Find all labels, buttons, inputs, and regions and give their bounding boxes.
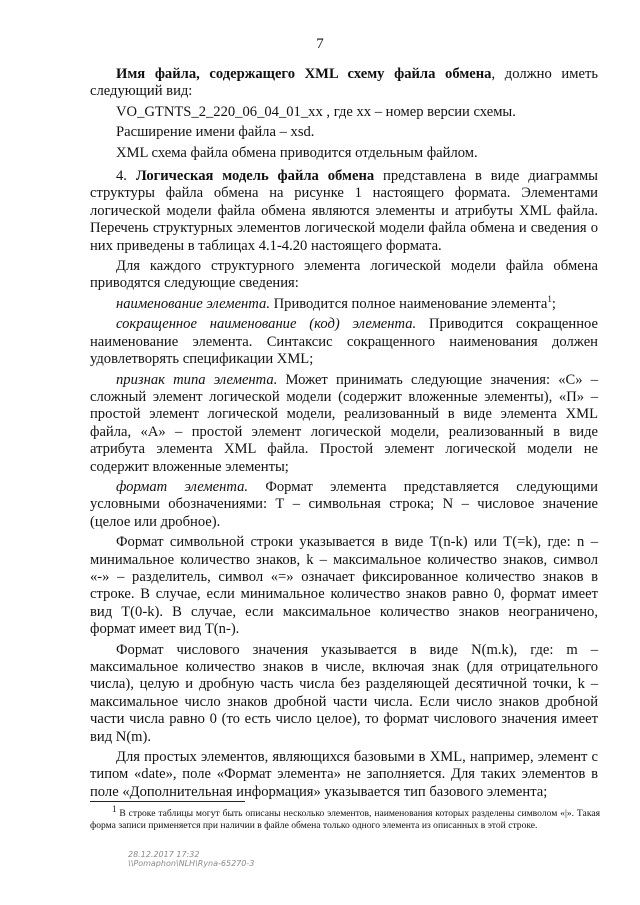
paragraph-xml-schema-filename — [90, 66, 598, 101]
paragraph-element-format — [90, 479, 598, 531]
paragraph-text: , должно иметь следующий вид: — [90, 66, 598, 100]
paragraph-text: Приводится полное наименование элемента — [269, 295, 548, 312]
print-stamp-path: \\Pomaphon\NLH\Ryna-65270-3 — [128, 859, 255, 868]
paragraph-text-tail: ; — [551, 295, 556, 312]
paragraph-logical-model — [90, 168, 598, 255]
paragraph-file-extension: Расширение имени файла – xsd. — [116, 124, 315, 141]
paragraph-element-type — [90, 372, 598, 476]
paragraph-element-name — [90, 296, 598, 313]
paragraph-element-code — [90, 316, 598, 368]
paragraph-element-info-intro: Для каждого структурного элемента логической модели файла обмена приводятся следующие сведения: — [90, 258, 598, 292]
italic-term: сокращенное наименование (код) элемента. — [116, 316, 417, 333]
footnote-marker: 1 — [112, 803, 117, 814]
paragraph-text: Может принимать следующие значения: «С» – сложный элемент логической модели (содержит вложенные элементы), «П» – простой элемент логической модели, реализованный в виде элемента XML файла, «А» – простой элемент логической модели, реализованный в виде атрибута элемента XML файла. Простой элемент логической модели не содержит вложенные элементы; — [90, 371, 598, 475]
page-number: 7 — [316, 36, 324, 52]
paragraph-text: представлена в виде диаграммы структуры файла обмена на рисунке 1 настоящего формата. Элементами логической модели файла обмена являются элементы и атрибуты XML файла. Перечень структурных элементов логической модели файла обмена и сведения о них приведены в таблицах 4.1-4.20 настоящего формата. — [90, 168, 598, 254]
item-number: 4. — [116, 168, 136, 185]
footnote — [90, 803, 600, 833]
italic-term: наименование элемента. — [116, 295, 270, 312]
paragraph-schema-separate: XML схема файла обмена приводится отдельным файлом. — [116, 144, 478, 161]
footnote-text: В строке таблицы могут быть описаны несколько элементов, наименования которых разделены символом «|». Такая форма записи применяется при наличии в файле обмена только одного элемента из описанных в этой строке. — [90, 808, 600, 832]
document-body — [90, 66, 598, 804]
bold-term: Логическая модель файла обмена — [135, 168, 375, 185]
print-stamp — [128, 850, 254, 868]
paragraph-base-elements: Для простых элементов, являющихся базовыми в XML, например, элемент с типом «date», поле «Формат элемента» не заполняется. Для таких элементов в поле «Дополнительная информация» указывается тип базового элемента; — [90, 749, 598, 800]
footnote-ref: 1 — [547, 294, 552, 305]
print-stamp-date: 28.12.2017 17:32 — [128, 850, 200, 859]
italic-term: формат элемента. — [116, 478, 249, 495]
paragraph-number-format: Формат числового значения указывается в виде N(m.k), где: m – максимальное количество знаков в числе, включая знак (для отрицательного числа), целую и дробную часть числа без разделяющей десятичной точки, k – максимальное число знаков дробной части числа. Если число знаков дробной части числа равно 0 (то есть число целое), то формат числового значения имеет вид N(m). — [90, 641, 598, 745]
italic-term: признак типа элемента. — [116, 371, 278, 388]
paragraph-text: Приводится сокращенное наименование элемента. Синтаксис сокращенного наименования должен удовлетворять спецификации XML; — [90, 316, 598, 368]
footnote-divider — [90, 801, 245, 802]
bold-term: Имя файла, содержащего XML схему файла обмена — [116, 66, 492, 82]
paragraph-string-format: Формат символьной строки указывается в виде Т(n-k) или T(=k), где: n – минимальное количество знаков, k – максимальное количество знаков, символ «-» – разделитель, символ «=» означает фиксированное количество знаков в строке. В случае, если минимальное количество знаков равно 0, формат имеет вид Т(0-k). В случае, если максимальное количество знаков неограничено, формат имеет вид Т(n-). — [90, 534, 598, 638]
paragraph-schema-pattern: VO_GTNTS_2_220_06_04_01_xx , где хх – номер версии схемы. — [116, 103, 516, 120]
paragraph-text: Формат элемента представляется следующими условными обозначениями: Т – символьная строка; N – числовое значение (целое или дробное). — [90, 478, 598, 530]
